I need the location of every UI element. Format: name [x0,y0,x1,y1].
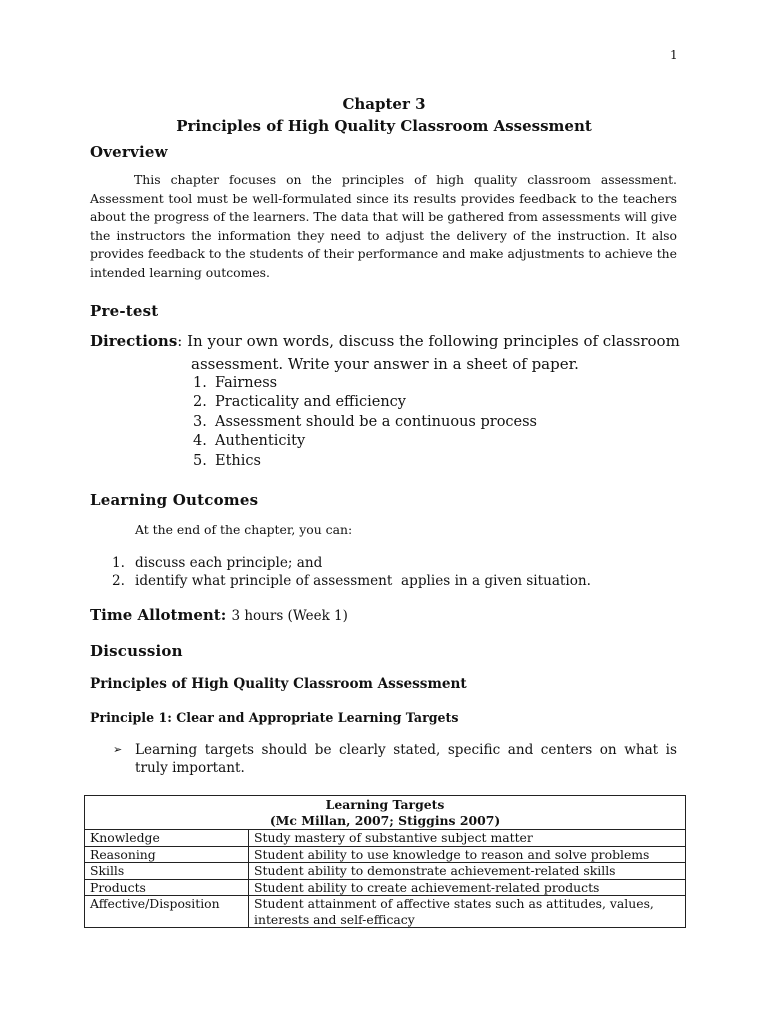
list-item [193,374,537,393]
table-row [85,896,686,928]
item-number: 4. [193,433,207,450]
description-cell: Study mastery of substantive subject matter [249,830,686,847]
table-title [85,796,686,830]
table-row [85,863,686,880]
item-number: 5. [193,452,207,469]
description-cell: Student ability to use knowledge to reason and solve problems [249,846,686,863]
item-number: 1. [112,555,125,571]
description-cell: Student ability to create achievement-related products [249,879,686,896]
list-item [112,554,591,572]
item-number: 3. [193,413,207,430]
pretest-list [193,374,537,471]
description-cell: Student attainment of affective states such as attitudes, values, interests and self-efficacy [249,896,686,928]
table-row [85,879,686,896]
list-item [193,393,537,412]
item-number: 2. [112,573,125,589]
time-allotment-colon: : [220,606,232,624]
item-number: 1. [193,375,207,391]
directions-line1: In your own words, discuss the following principles of classroom [187,332,680,350]
target-cell: Products [85,879,249,896]
table-row [85,830,686,847]
discussion-heading: Discussion [90,642,183,660]
description-cell: Student ability to demonstrate achievement-related skills [249,863,686,880]
target-cell: Affective/Disposition [85,896,249,928]
target-cell: Reasoning [85,846,249,863]
chapter-label: Chapter 3 [342,95,426,113]
item-text: Fairness [215,375,278,391]
item-text: discuss each principle; and [135,555,323,571]
item-number: 2. [193,394,207,411]
item-text: identify what principle of assessment applies in a given situation. [135,573,591,589]
table-row [85,846,686,863]
target-cell: Skills [85,863,249,880]
learning-outcomes-list [112,554,591,590]
directions-colon: : [177,332,188,350]
table-title-line1: Learning Targets [325,797,445,812]
item-text: Assessment should be a continuous process [215,413,538,430]
time-allotment [90,606,348,624]
bullet-item [113,741,677,778]
time-allotment-label: Time Allotment [90,606,221,624]
list-item [112,572,591,590]
item-text: Ethics [215,452,261,469]
principle-title: Principle 1: Clear and Appropriate Learning Targets [90,710,459,725]
table-title-line2: (Mc Millan, 2007; Stiggins 2007) [269,812,501,828]
learning-targets-table [84,795,686,928]
chapter-header [0,93,768,137]
overview-paragraph: This chapter focuses on the principles of high quality classroom assessment. Assessment tool must be well-formulated since its results provides feedback to the teachers about the progress of the learners. The data that will be gathered from assessments will give the instructors the information they need to adjust the delivery of the instruction. It also provides feedback to the students of their performance and make adjustments to achieve the intended learning outcomes. [90,172,677,280]
learning-outcomes-heading: Learning Outcomes [90,491,259,509]
chapter-title: Principles of High Quality Classroom Assessment [176,117,592,135]
list-item [193,452,537,471]
directions [90,330,680,373]
learning-outcomes-intro: At the end of the chapter, you can: [135,522,353,537]
overview-heading: Overview [90,143,168,161]
bullet-text: Learning targets should be clearly stated, specific and centers on what is truly important. [135,742,677,777]
discussion-subheading: Principles of High Quality Classroom Assessment [90,676,467,692]
table-header-row [85,796,686,830]
list-item [193,413,537,432]
target-cell: Knowledge [85,830,249,847]
directions-line2: assessment. Write your answer in a sheet of paper. [191,355,579,373]
directions-label: Directions [90,332,178,350]
pretest-heading: Pre-test [90,302,159,320]
page-number: 1 [670,48,678,62]
item-text: Practicality and efficiency [215,394,406,411]
item-text: Authenticity [215,433,306,450]
list-item [193,432,537,451]
arrow-bullet-icon: ➢ [113,743,123,756]
time-allotment-value: 3 hours (Week 1) [231,608,348,624]
